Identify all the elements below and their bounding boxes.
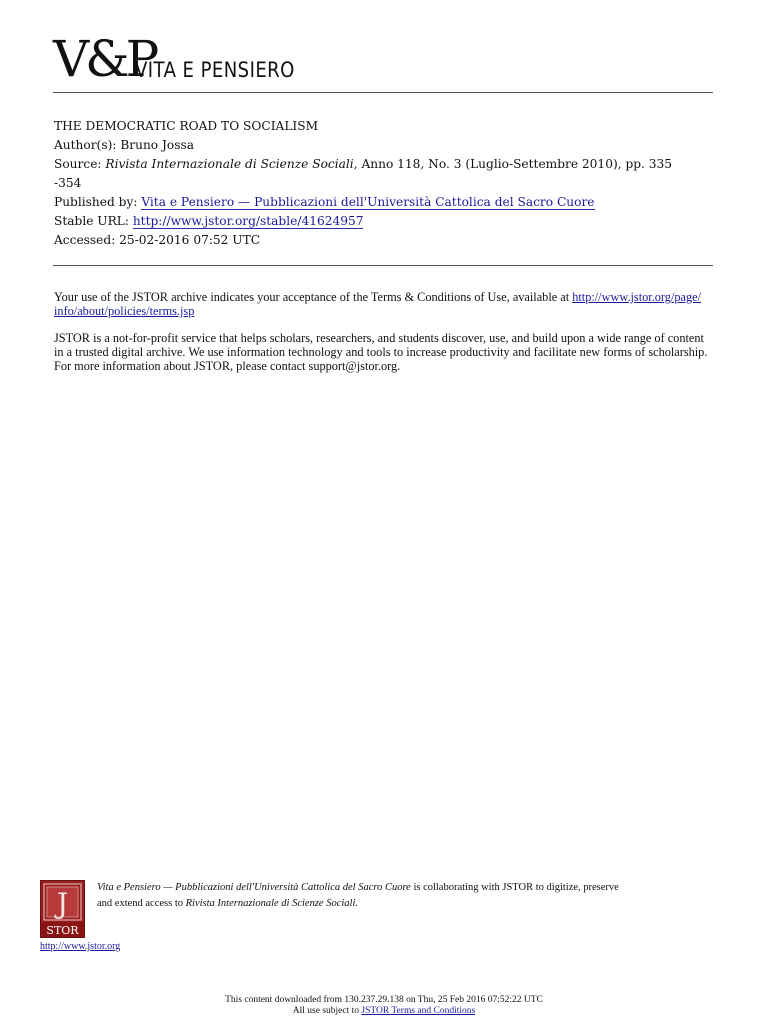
source-line: [54, 155, 719, 174]
download-notice: This content downloaded from 130.237.29.138 on Thu, 25 Feb 2016 07:52:22 UTC: [225, 995, 543, 1005]
terms-line-1: [54, 290, 719, 304]
terms-subject-line: [0, 1006, 768, 1017]
stable-url-line: [54, 212, 719, 231]
published-line: [54, 193, 719, 212]
jstor-logo: [40, 880, 85, 938]
authors-label: Author(s):: [54, 138, 117, 152]
collab-journal: Rivista Internazionale di Scienze Sociali.: [185, 898, 358, 909]
about-line-1: JSTOR is a not-for-profit service that helps scholars, researchers, and students discover, use, and build upon a wide range of content: [54, 331, 704, 345]
publisher-link[interactable]: Vita e Pensiero — Pubblicazioni dell'Università Cattolica del Sacro Cuore: [141, 195, 595, 209]
terms-notice: [54, 290, 719, 318]
terms-line-2: [54, 304, 719, 318]
collab-text-2: and extend access to: [97, 898, 186, 909]
terms-text: Your use of the JSTOR archive indicates your acceptance of the Terms & Conditions of Use, available at: [54, 290, 573, 304]
source-pages-continued: -354: [54, 176, 82, 190]
accessed-value: 25-02-2016 07:52 UTC: [119, 233, 261, 247]
about-line-3: For more information about JSTOR, please contact support@jstor.org.: [54, 359, 401, 373]
citation-divider: [53, 265, 713, 266]
terms-link-part1[interactable]: http://www.jstor.org/page/: [572, 290, 701, 304]
source-label: Source:: [54, 157, 102, 171]
collab-publisher: Vita e Pensiero — Pubblicazioni dell'Università Cattolica del Sacro Cuore: [97, 882, 411, 893]
header-divider: [53, 92, 713, 93]
stable-url-label: Stable URL:: [54, 214, 129, 228]
citation-block: [54, 117, 719, 250]
published-label: Published by:: [54, 195, 138, 209]
collab-line-1: [97, 880, 737, 896]
jstor-logo-letter: J: [56, 887, 69, 920]
authors-value: Bruno Jossa: [120, 138, 195, 152]
stable-url-link[interactable]: http://www.jstor.org/stable/41624957: [132, 214, 364, 228]
publisher-logo-mark: V&P: [53, 30, 156, 88]
about-jstor-notice: [54, 331, 719, 373]
terms-link-part2[interactable]: info/about/policies/terms.jsp: [54, 304, 195, 318]
jstor-terms-link[interactable]: JSTOR Terms and Conditions: [361, 1006, 476, 1016]
subject-text: All use subject to: [292, 1006, 362, 1016]
jstor-logo-graphic: [41, 881, 84, 937]
accessed-label: Accessed:: [54, 233, 116, 247]
collab-text-1: is collaborating with JSTOR to digitize, preserve: [410, 882, 619, 893]
source-details: , Anno 118, No. 3 (Luglio-Settembre 2010), pp. 335: [353, 157, 673, 171]
accessed-line: [54, 231, 719, 250]
article-title: THE DEMOCRATIC ROAD TO SOCIALISM: [54, 119, 319, 133]
collab-line-2: [97, 896, 737, 912]
jstor-home-link[interactable]: http://www.jstor.org: [40, 941, 121, 952]
source-journal: Rivista Internazionale di Scienze Sociali: [105, 157, 354, 171]
authors-line: [54, 136, 719, 155]
about-line-2: in a trusted digital archive. We use information technology and tools to increase productivity and facilitate new forms of scholarship.: [54, 345, 708, 359]
collaboration-statement: [97, 880, 737, 912]
publisher-name: VITA E PENSIERO: [135, 58, 295, 82]
jstor-logo-word: STOR: [46, 924, 79, 937]
